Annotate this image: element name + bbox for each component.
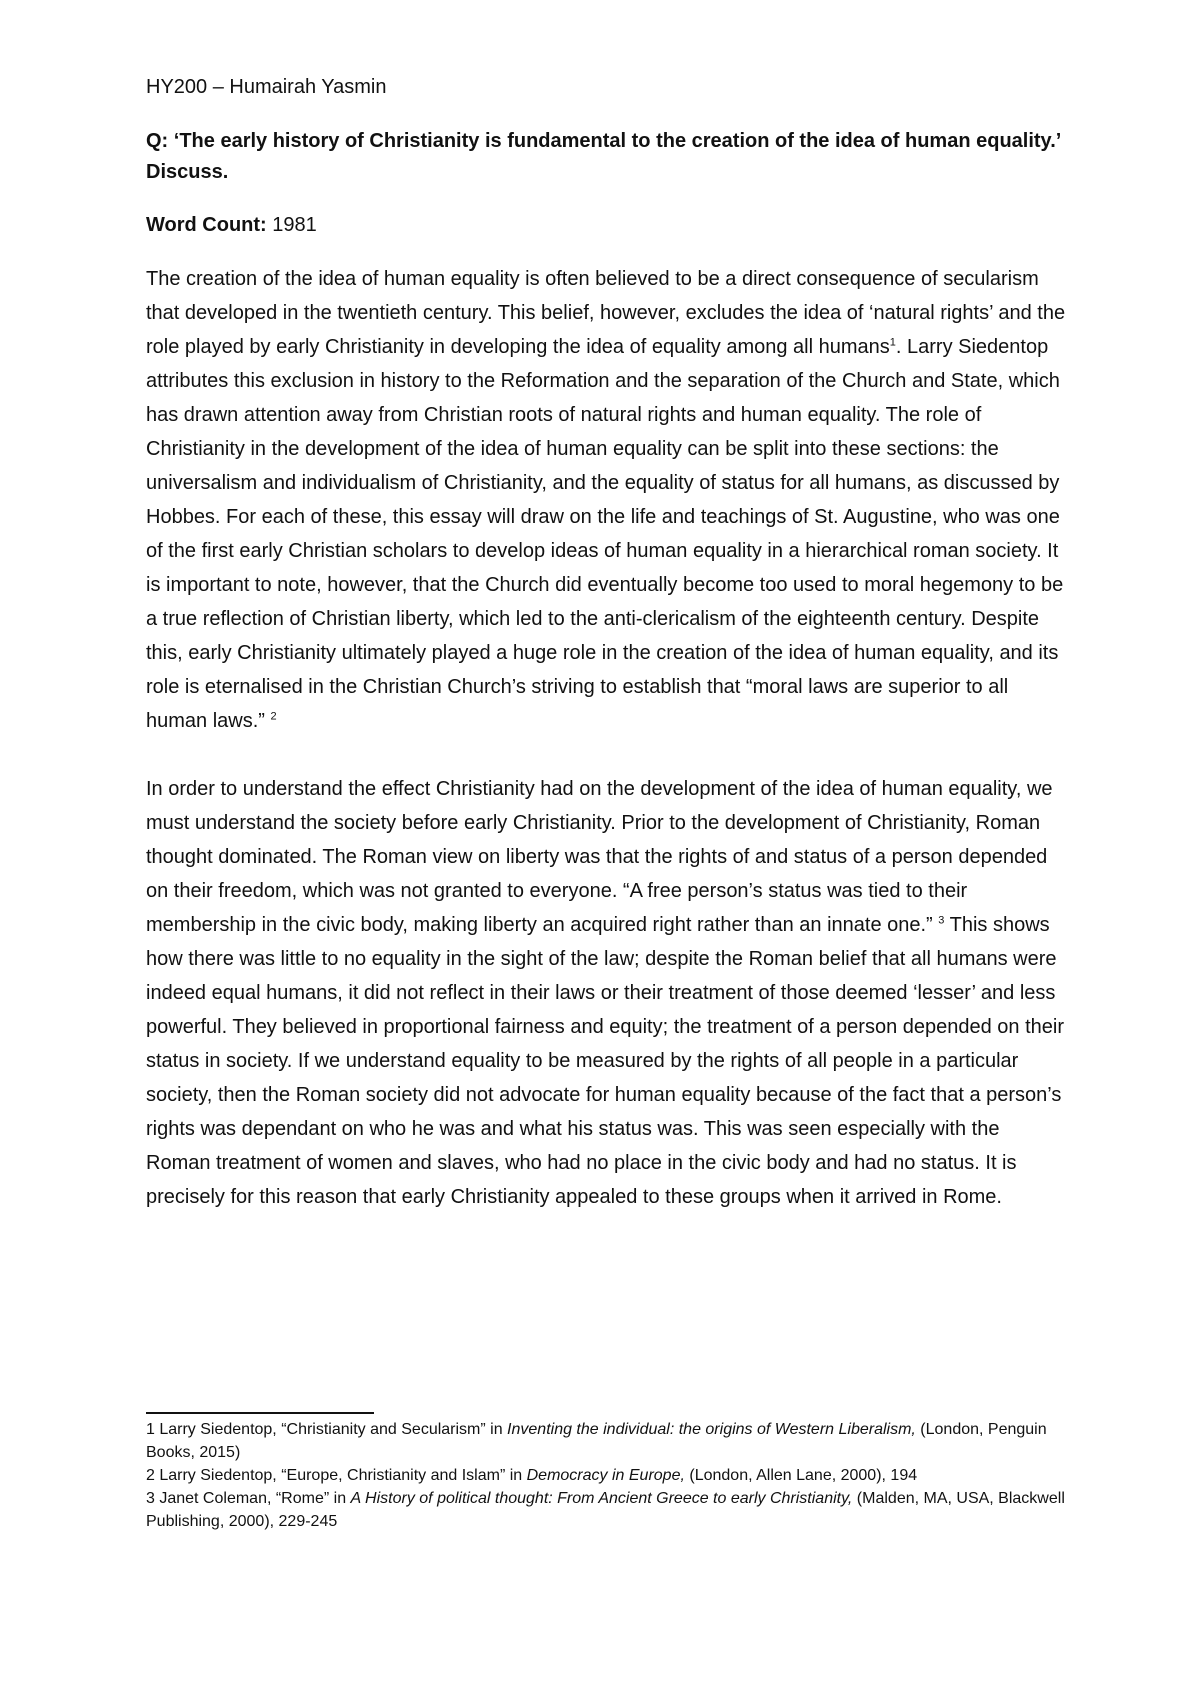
- footnote-3-text: 3 Janet Coleman, “Rome” in: [146, 1490, 351, 1507]
- paragraph-1-text-b: . Larry Siedentop attributes this exclusion in history to the Reformation and the separation of the Church and State, which has drawn attention away from Christian roots of natural rights and human equality. The role of Christianity in the development of the idea of human equality can be split into these sections: the universalism and individualism of Christianity, and the equality of status for all humans, as discussed by Hobbes. For each of these, this essay will draw on the life and teachings of St. Augustine, who was one of the first early Christian scholars to develop ideas of human equality in a hierarchical roman society. It is important to note, however, that the Church did eventually become too used to moral hegemony to be a true reflection of Christian liberty, which led to the anti-clericalism of the eighteenth century. Despite this, early Christianity ultimately played a huge role in the creation of the idea of human equality, and its role is eternalised in the Christian Church’s striving to establish that “moral laws are superior to all human laws.”: [146, 336, 1064, 732]
- paragraph-2-text-a: In order to understand the effect Christianity had on the development of the idea of human equality, we must understand the society before early Christianity. Prior to the development of Christianity, Roman thought dominated. The Roman view on liberty was that the rights of and status of a person depended on their freedom, which was not granted to everyone. “A free person’s status was tied to their membership in the civic body, making liberty an acquired right rather than an innate one.”: [146, 778, 1053, 936]
- footnotes: [146, 1418, 1066, 1533]
- footnote-ref-2: 2: [270, 710, 277, 723]
- footnote-3-title: A History of political thought: From Ancient Greece to early Christianity,: [350, 1490, 853, 1507]
- paragraph-2-text-b: This shows how there was little to no equality in the sight of the law; despite the Roman belief that all humans were indeed equal humans, it did not reflect in their laws or their treatment of those deemed ‘lesser’ and less powerful. They believed in proportional fairness and equity; the treatment of a person depended on their status in society. If we understand equality to be measured by the rights of all people in a particular society, then the Roman society did not advocate for human equality because of the fact that a person’s rights was dependant on who he was and what his status was. This was seen especially with the Roman treatment of women and slaves, who had no place in the civic body and had no status. It is precisely for this reason that early Christianity appealed to these groups when it arrived in Rome.: [146, 914, 1064, 1208]
- footnote-separator: [146, 1412, 374, 1414]
- footnote-3-publication: (Malden, MA, USA, Blackwell Publishing, 2000), 229-245: [146, 1490, 1065, 1530]
- footnote-2-text: 2 Larry Siedentop, “Europe, Christianity and Islam” in: [146, 1467, 527, 1484]
- footnote-1: [146, 1418, 1066, 1464]
- word-count: [146, 210, 1066, 240]
- body-paragraph-1: [146, 262, 1066, 738]
- word-count-value: 1981: [272, 214, 317, 236]
- paragraph-1-text-a: The creation of the idea of human equality is often believed to be a direct consequence of secularism that developed in the twentieth century. This belief, however, excludes the idea of ‘natural rights’ and the role played by early Christianity in developing the idea of equality among all humans: [146, 268, 1066, 358]
- document-body: [146, 72, 1066, 1248]
- footnote-3: [146, 1487, 1066, 1533]
- document-header: HY200 – Humairah Yasmin: [146, 76, 387, 98]
- essay-question: Q: ‘The early history of Christianity is fundamental to the creation of the idea of human equality.’ Discuss.: [146, 130, 1061, 183]
- body-paragraph-2: [146, 772, 1066, 1214]
- footnote-1-publication: (London, Penguin Books, 2015): [146, 1421, 1047, 1461]
- footnote-ref-1: 1: [889, 336, 896, 349]
- footnote-2-publication: (London, Allen Lane, 2000), 194: [684, 1467, 918, 1484]
- footnote-ref-3: 3: [938, 914, 945, 927]
- footnote-1-title: Inventing the individual: the origins of Western Liberalism,: [507, 1421, 916, 1438]
- footnote-2: [146, 1464, 1066, 1487]
- footnote-2-title: Democracy in Europe,: [526, 1467, 685, 1484]
- footnote-1-text: 1 Larry Siedentop, “Christianity and Secularism” in: [146, 1421, 508, 1438]
- word-count-label: Word Count:: [146, 214, 267, 236]
